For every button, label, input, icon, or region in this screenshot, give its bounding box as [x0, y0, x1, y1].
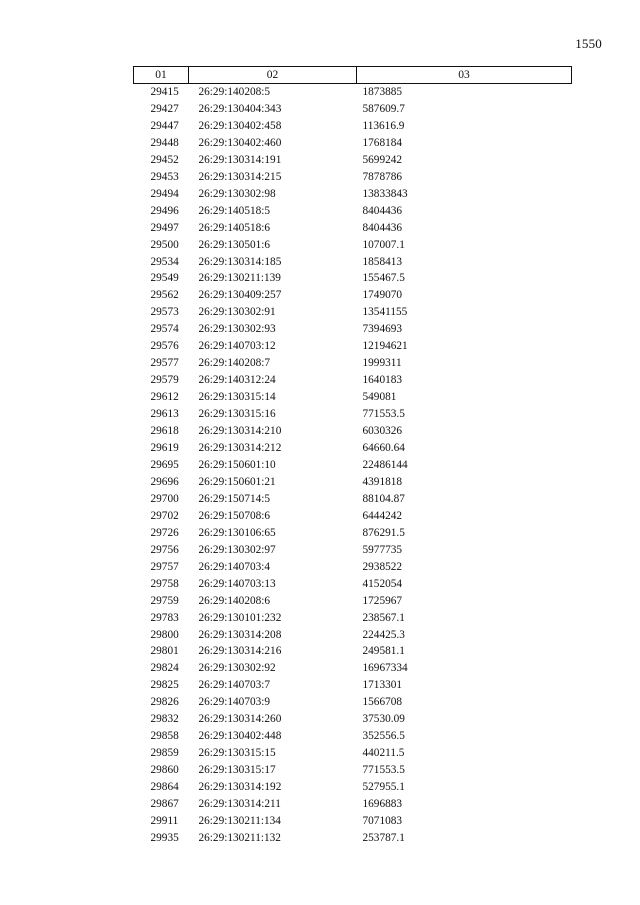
cell-02: 26:29:130315:17 — [198, 764, 276, 777]
column-header-03: 03 — [357, 67, 572, 84]
cell-01-value: 29452 — [150, 153, 179, 166]
cell-01 — [134, 118, 189, 135]
cell-01 — [134, 508, 189, 525]
table-row — [134, 559, 572, 576]
cell-03: 771553.5 — [362, 764, 405, 777]
cell-01-value: 29574 — [150, 323, 179, 336]
table-row — [134, 254, 572, 271]
cell-01 — [134, 457, 189, 474]
cell-02: 26:29:130302:92 — [198, 662, 276, 675]
cell-01-value: 29800 — [150, 628, 179, 641]
table-row — [134, 355, 572, 372]
cell-01-value: 29859 — [150, 747, 179, 760]
cell-02: 26:29:130314:191 — [198, 153, 282, 166]
cell-03: 5977735 — [362, 543, 403, 556]
cell-02: 26:29:130315:15 — [198, 747, 276, 760]
cell-01 — [134, 830, 189, 847]
cell-02: 26:29:140312:24 — [198, 374, 276, 387]
table-row — [134, 508, 572, 525]
cell-01-value: 29858 — [150, 730, 179, 743]
cell-03: 1749070 — [362, 289, 403, 302]
cell-02: 26:29:150601:10 — [198, 458, 276, 471]
cell-01 — [134, 677, 189, 694]
cell-01-value: 29726 — [150, 526, 179, 539]
cell-01-value: 29695 — [150, 458, 179, 471]
cell-02: 26:29:130315:16 — [198, 408, 276, 421]
cell-01-value: 29549 — [150, 272, 179, 285]
cell-03: 8404436 — [362, 204, 403, 217]
table-row — [134, 338, 572, 355]
table-row — [134, 389, 572, 406]
header-row — [134, 67, 572, 84]
cell-01 — [134, 559, 189, 576]
cell-03: 238567.1 — [362, 611, 405, 624]
table-row — [134, 135, 572, 152]
cell-01 — [134, 610, 189, 627]
table-row — [134, 84, 572, 101]
cell-03: 16967334 — [362, 662, 408, 675]
cell-01-value: 29579 — [150, 374, 179, 387]
cell-03: 6444242 — [362, 509, 403, 522]
cell-02: 26:29:130314:211 — [198, 798, 281, 811]
cell-02: 26:29:130314:210 — [198, 425, 282, 438]
cell-03: 1858413 — [362, 255, 403, 268]
cell-03: 224425.3 — [362, 628, 405, 641]
cell-01-value: 29860 — [150, 764, 179, 777]
cell-03: 1713301 — [362, 679, 403, 692]
table-row — [134, 525, 572, 542]
table-row — [134, 270, 572, 287]
table-row — [134, 728, 572, 745]
cell-02: 26:29:130314:212 — [198, 442, 282, 455]
table-row — [134, 762, 572, 779]
cell-01 — [134, 372, 189, 389]
cell-01-value: 29573 — [150, 306, 179, 319]
table-body — [134, 84, 572, 847]
table-row — [134, 779, 572, 796]
cell-01 — [134, 745, 189, 762]
table-row — [134, 237, 572, 254]
cell-01 — [134, 728, 189, 745]
table-row — [134, 118, 572, 135]
cell-02: 26:29:130314:185 — [198, 255, 282, 268]
cell-03: 1768184 — [362, 136, 403, 149]
table-row — [134, 203, 572, 220]
cell-03: 8404436 — [362, 221, 403, 234]
column-header-01: 01 — [134, 67, 189, 84]
cell-01-value: 29759 — [150, 594, 179, 607]
cell-02: 26:29:130302:91 — [198, 306, 276, 319]
cell-01-value: 29415 — [150, 86, 179, 98]
cell-01-value: 29758 — [150, 577, 179, 590]
column-header-02: 02 — [189, 67, 357, 84]
cell-03: 1999311 — [362, 357, 402, 370]
cell-01-value: 29867 — [150, 798, 179, 811]
cell-03: 2938522 — [362, 560, 403, 573]
cell-01-value: 29757 — [150, 560, 179, 573]
cell-01-value: 29613 — [150, 408, 179, 421]
cell-01 — [134, 542, 189, 559]
cell-03: 1873885 — [362, 86, 403, 98]
table-row — [134, 474, 572, 491]
cell-01 — [134, 796, 189, 813]
cell-02: 26:29:150708:6 — [198, 509, 271, 522]
cell-01 — [134, 440, 189, 457]
cell-02: 26:29:130314:208 — [198, 628, 282, 641]
table-row — [134, 287, 572, 304]
cell-01-value: 29500 — [150, 238, 179, 251]
cell-01 — [134, 186, 189, 203]
cell-02: 26:29:130106:65 — [198, 526, 276, 539]
cell-01 — [134, 220, 189, 237]
cell-01-value: 29494 — [150, 187, 179, 200]
cell-01-value: 29612 — [150, 391, 179, 404]
cell-01 — [134, 423, 189, 440]
table-row — [134, 643, 572, 660]
cell-01 — [134, 304, 189, 321]
cell-01-value: 29911 — [150, 814, 179, 827]
cell-03: 1566708 — [362, 696, 403, 709]
cell-03: 88104.87 — [362, 492, 405, 505]
cell-01-value: 29702 — [150, 509, 179, 522]
cell-03: 249581.1 — [362, 645, 405, 658]
cell-03: 527955.1 — [362, 781, 405, 794]
cell-01 — [134, 254, 189, 271]
cell-01-value: 29618 — [150, 425, 179, 438]
cell-02: 26:29:140703:7 — [198, 679, 271, 692]
cell-03: 13833843 — [362, 187, 408, 200]
cell-03: 37530.09 — [362, 713, 405, 726]
cell-01 — [134, 694, 189, 711]
cell-01 — [134, 135, 189, 152]
cell-02: 26:29:130211:134 — [198, 814, 281, 827]
table-row — [134, 321, 572, 338]
cell-01 — [134, 711, 189, 728]
cell-02: 26:29:140703:13 — [198, 577, 276, 590]
cell-01-value: 29756 — [150, 543, 179, 556]
cell-02: 26:29:130402:458 — [198, 119, 282, 132]
cell-02: 26:29:150714:5 — [198, 492, 271, 505]
cell-03: 6030326 — [362, 425, 403, 438]
cell-03: 7878786 — [362, 170, 403, 183]
cell-02: 26:29:140518:6 — [198, 221, 271, 234]
cell-01-value: 29562 — [150, 289, 179, 302]
cell-01 — [134, 237, 189, 254]
cell-02: 26:29:130211:139 — [198, 272, 281, 285]
cell-01-value: 29496 — [150, 204, 179, 217]
cell-01-value: 29447 — [150, 119, 179, 132]
table-row — [134, 745, 572, 762]
cell-03: 155467.5 — [362, 272, 405, 285]
cell-03: 440211.5 — [362, 747, 405, 760]
table-row — [134, 660, 572, 677]
cell-02: 26:29:130315:14 — [198, 391, 276, 404]
cell-02: 26:29:140208:7 — [198, 357, 271, 370]
cell-01-value: 29783 — [150, 611, 179, 624]
cell-01-value: 29619 — [150, 442, 179, 455]
cell-01 — [134, 355, 189, 372]
cell-03: 587609.7 — [362, 102, 405, 115]
cell-03: 13541155 — [362, 306, 408, 319]
cell-02: 26:29:130501:6 — [198, 238, 271, 251]
cell-03: 771553.5 — [362, 408, 405, 421]
cell-02: 26:29:130402:448 — [198, 730, 282, 743]
cell-03: 352556.5 — [362, 730, 405, 743]
table-row — [134, 677, 572, 694]
table-row — [134, 220, 572, 237]
cell-03: 7071083 — [362, 814, 403, 827]
cell-02: 26:29:140703:9 — [198, 696, 271, 709]
table-row — [134, 169, 572, 186]
cell-03: 7394693 — [362, 323, 403, 336]
table-row — [134, 457, 572, 474]
table-row — [134, 406, 572, 423]
cell-01 — [134, 643, 189, 660]
cell-01 — [134, 338, 189, 355]
cell-01-value: 29700 — [150, 492, 179, 505]
cell-03: 1696883 — [362, 798, 403, 811]
cell-03: 12194621 — [362, 340, 408, 353]
cell-01 — [134, 406, 189, 423]
cell-02: 26:29:140518:5 — [198, 204, 271, 217]
cell-02: 26:29:130402:460 — [198, 136, 282, 149]
cell-02: 26:29:130302:93 — [198, 323, 276, 336]
table-row — [134, 830, 572, 847]
cell-01-value: 29576 — [150, 340, 179, 353]
cell-02: 26:29:130314:216 — [198, 645, 282, 658]
cell-03: 876291.5 — [362, 526, 405, 539]
cell-01 — [134, 101, 189, 118]
cell-03: 5699242 — [362, 153, 403, 166]
cell-02: 26:29:140208:5 — [198, 86, 271, 98]
cell-02: 26:29:130211:132 — [198, 831, 281, 844]
table-row — [134, 813, 572, 830]
cell-01 — [134, 525, 189, 542]
cell-01-value: 29825 — [150, 679, 179, 692]
cell-01 — [134, 491, 189, 508]
cell-03: 113616.9 — [362, 119, 405, 132]
table-row — [134, 542, 572, 559]
cell-02: 26:29:130101:232 — [198, 611, 282, 624]
cell-01 — [134, 389, 189, 406]
cell-01-value: 29864 — [150, 781, 179, 794]
table-row — [134, 796, 572, 813]
cell-01-value: 29696 — [150, 475, 179, 488]
cell-01 — [134, 474, 189, 491]
table-row — [134, 694, 572, 711]
table-header — [134, 67, 572, 84]
cell-01 — [134, 576, 189, 593]
cell-03: 1725967 — [362, 594, 403, 607]
cell-01-value: 29935 — [150, 831, 179, 844]
cell-01 — [134, 762, 189, 779]
cell-02: 26:29:130302:97 — [198, 543, 276, 556]
cell-02: 26:29:130409:257 — [198, 289, 282, 302]
cell-02: 26:29:140703:12 — [198, 340, 276, 353]
cell-01-value: 29832 — [150, 713, 179, 726]
cell-01 — [134, 593, 189, 610]
cell-01-value: 29534 — [150, 255, 179, 268]
cell-01 — [134, 627, 189, 644]
cell-01-value: 29497 — [150, 221, 179, 234]
cell-03: 4152054 — [362, 577, 403, 590]
cell-01 — [134, 779, 189, 796]
cell-01-value: 29826 — [150, 696, 179, 709]
table-row — [134, 491, 572, 508]
table-row — [134, 576, 572, 593]
page-number: 1550 — [575, 36, 602, 51]
cell-01-value: 29801 — [150, 645, 179, 658]
cell-02: 26:29:130404:343 — [198, 102, 282, 115]
cell-01 — [134, 203, 189, 220]
table-row — [134, 372, 572, 389]
cell-01-value: 29577 — [150, 357, 179, 370]
cell-03: 549081 — [362, 391, 397, 404]
table-row — [134, 423, 572, 440]
cell-01 — [134, 169, 189, 186]
cell-02: 26:29:130314:215 — [198, 170, 282, 183]
table-row — [134, 610, 572, 627]
cell-03: 253787.1 — [362, 831, 405, 844]
cell-03: 22486144 — [362, 458, 408, 471]
table-row — [134, 627, 572, 644]
data-table — [133, 66, 572, 847]
cell-02: 26:29:130302:98 — [198, 187, 276, 200]
table-row — [134, 304, 572, 321]
cell-02: 26:29:130314:192 — [198, 781, 282, 794]
cell-03: 1640183 — [362, 374, 403, 387]
cell-02: 26:29:130314:260 — [198, 713, 282, 726]
cell-03: 107007.1 — [362, 238, 405, 251]
table-row — [134, 711, 572, 728]
table-row — [134, 152, 572, 169]
cell-01 — [134, 321, 189, 338]
cell-01-value: 29448 — [150, 136, 179, 149]
table-row — [134, 593, 572, 610]
cell-01 — [134, 660, 189, 677]
cell-01 — [134, 84, 189, 101]
cell-01 — [134, 270, 189, 287]
cell-03: 4391818 — [362, 475, 403, 488]
cell-01-value: 29453 — [150, 170, 179, 183]
cell-01-value: 29824 — [150, 662, 179, 675]
cell-01 — [134, 152, 189, 169]
cell-02: 26:29:140703:4 — [198, 560, 271, 573]
table-row — [134, 440, 572, 457]
cell-02: 26:29:140208:6 — [198, 594, 271, 607]
cell-01 — [134, 813, 189, 830]
cell-03: 64660.64 — [362, 442, 405, 455]
table-row — [134, 186, 572, 203]
cell-02: 26:29:150601:21 — [198, 475, 276, 488]
cell-01-value: 29427 — [150, 102, 179, 115]
table-row — [134, 101, 572, 118]
cell-01 — [134, 287, 189, 304]
